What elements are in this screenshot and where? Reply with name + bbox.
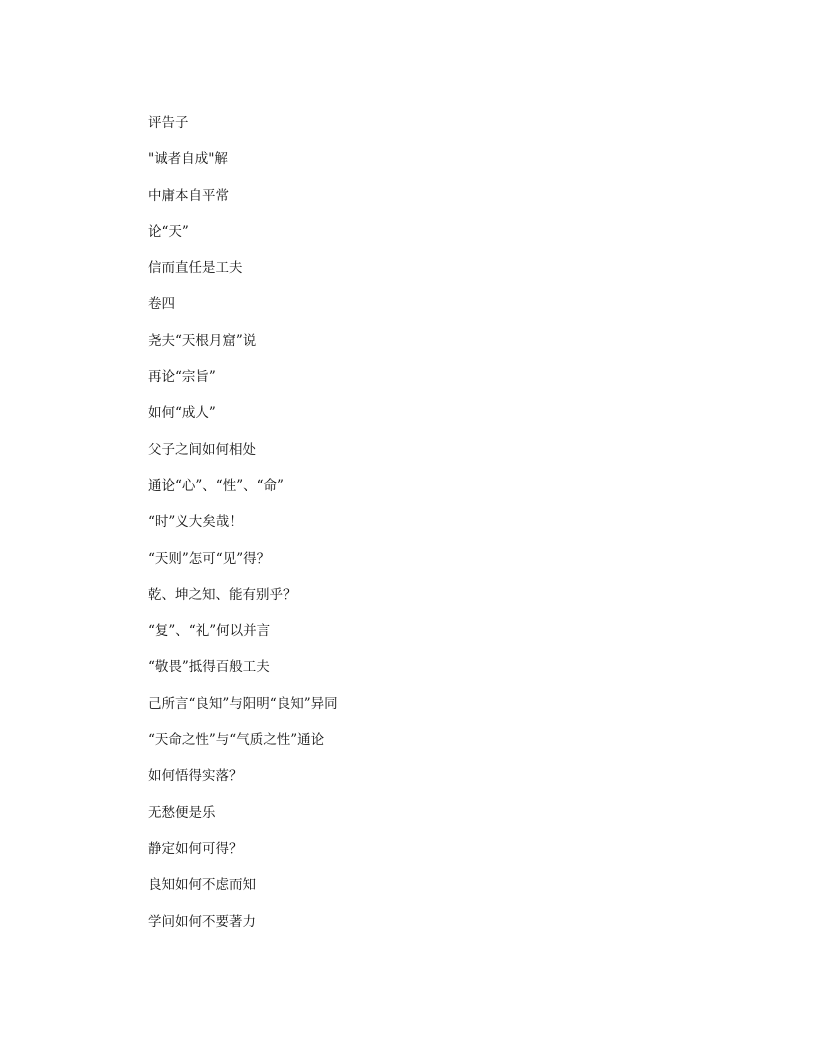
toc-item: 如何“成人” bbox=[148, 405, 216, 422]
toc-item: 尧夫“天根月窟”说 bbox=[148, 332, 257, 349]
toc-item: 己所言“良知”与阳明“良知”异同 bbox=[148, 695, 338, 712]
toc-item: “敬畏”抵得百般工夫 bbox=[148, 659, 270, 676]
toc-item: 再论“宗旨” bbox=[148, 369, 216, 386]
toc-item: 信而直任是工夫 bbox=[148, 260, 243, 277]
toc-item: 父子之间如何相处 bbox=[148, 441, 256, 458]
toc-item: 论“天” bbox=[148, 223, 189, 240]
toc-item: 无愁便是乐 bbox=[148, 804, 216, 821]
toc-item: 如何悟得实落？ bbox=[148, 768, 243, 785]
toc-item: 中庸本自平常 bbox=[148, 187, 229, 204]
table-of-contents bbox=[148, 113, 338, 948]
toc-item: 静定如何可得？ bbox=[148, 840, 243, 857]
toc-section-heading: 卷四 bbox=[148, 296, 175, 313]
toc-item: 乾、坤之知、能有别乎？ bbox=[148, 586, 297, 603]
toc-item: 通论“心”、“性”、“命” bbox=[148, 477, 284, 494]
toc-item: 评告子 bbox=[148, 115, 189, 131]
toc-item: 学问如何不要著力 bbox=[148, 913, 256, 930]
toc-item: 良知如何不虑而知 bbox=[148, 877, 256, 894]
toc-item: “时”义大矣哉！ bbox=[148, 514, 243, 531]
toc-item: “复”、“礼”何以并言 bbox=[148, 623, 271, 640]
toc-item: “天则”怎可“见”得？ bbox=[148, 550, 271, 567]
toc-item: "诚者自成"解 bbox=[148, 151, 228, 168]
toc-item: “天命之性”与“气质之性”通论 bbox=[148, 732, 325, 749]
